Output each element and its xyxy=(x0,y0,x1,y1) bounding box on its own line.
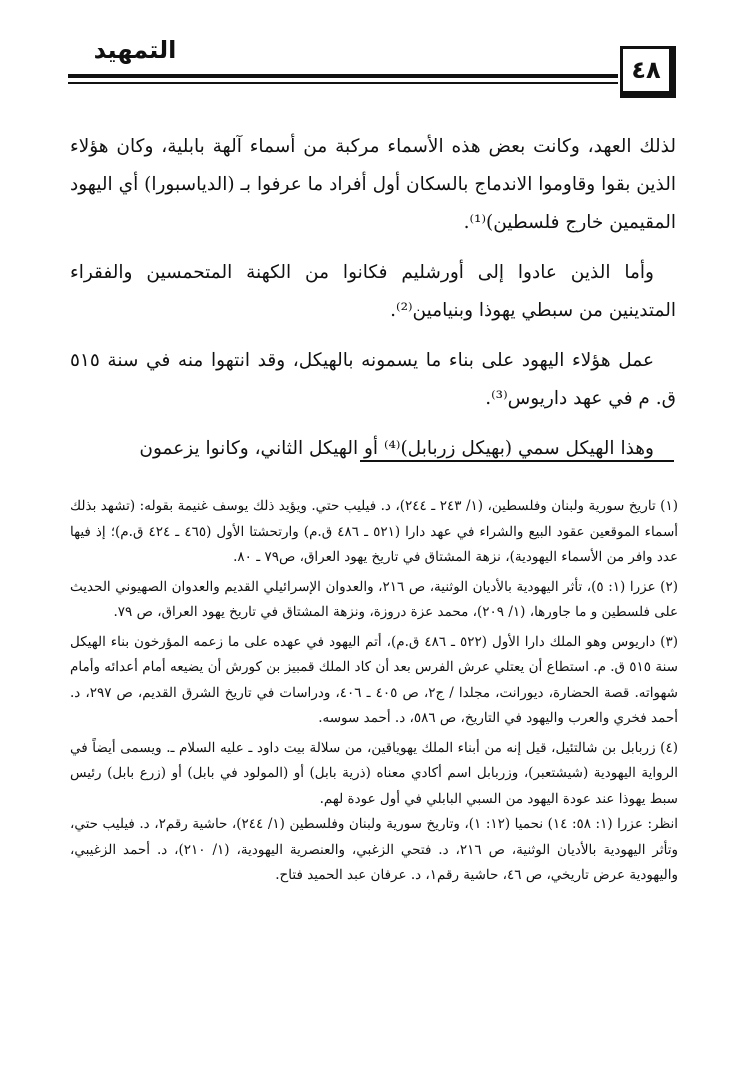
footnote-separator xyxy=(360,460,674,462)
paragraph-3: عمل هؤلاء اليهود على بناء ما يسمونه بالهيكل، وقد انتهوا منه في سنة ٥١٥ ق. م في عهد داريوس⁽³⁾. xyxy=(70,350,676,409)
footnotes xyxy=(70,494,678,893)
footnote-2: (٢) عزرا (١: ٥)، تأثر اليهودية بالأديان الوثنية، ص ٢١٦، والعدوان الإسرائيلي القديم والعدوان الصهيوني الحديث على فلسطين و ما جاورها، (١/ ٢٠٩)، محمد عزة دروزة، ونزهة المشتاق في تاريخ يهود العراق، ص ٧٩. xyxy=(70,578,678,620)
page-number: ٤٨ xyxy=(620,46,676,98)
main-text xyxy=(70,128,676,480)
header-rule-thick xyxy=(68,74,618,78)
running-header-title: التمهيد xyxy=(93,36,177,64)
paragraph-1: لذلك العهد، وكانت بعض هذه الأسماء مركبة من أسماء آلهة بابلية، وكان هؤلاء الذين بقوا وقاوموا الاندماج بالسكان أول أفراد ما عرفوا بـ (الدياسبورا) أي اليهود المقيمين خارج فلسطين)⁽¹⁾. xyxy=(70,136,676,233)
paragraph-2: وأما الذين عادوا إلى أورشليم فكانوا من الكهنة المتحمسين والفقراء المتدينين من سبطي يهوذا وبنيامين⁽²⁾. xyxy=(70,262,676,321)
paragraph-4: وهذا الهيكل سمي (بهيكل زربابل)⁽⁴⁾ أو الهيكل الثاني، وكانوا يزعمون xyxy=(139,438,654,459)
header-rule-thin xyxy=(68,82,618,84)
footnote-4-continued: انظر: عزرا (١: ٥٨: ١٤) نحميا (١٢: ١)، وتاريخ سورية ولبنان وفلسطين (١/ ٢٤٤)، حاشية رقم٢، د. فيليب حتي، وتأثر اليهودية بالأديان الوثنية، ص ٢١٦، د. فتحي الزغبي، والعنصرية اليهودية، (١/ ٢١٠)، د. أحمد الزغيبي، واليهودية عرض تاريخي، ص ٤٦، حاشية رقم١، د. عرفان عبد الحميد فتاح. xyxy=(70,816,679,883)
footnote-4: (٤) زربابل بن شالتئيل، قيل إنه من أبناء الملك يهوياقين، من سلالة بيت داود ـ عليه السلام ـ. ويسمى أيضاً في الرواية اليهودية (شيشتعبر)، وزربابل اسم أكادي معناه (ذرية بابل) أو (المولود في بابل) أو (زرع بابل) رئيس سبط يهوذا عند عودة اليهود من السبي البابلي في أول عودة لهم. xyxy=(70,739,678,807)
footnote-3: (٣) داريوس وهو الملك دارا الأول (٥٢٢ ـ ٤٨٦ ق.م)، أتم اليهود في عهده على ما زعمه المؤرخون بناء الهيكل سنة ٥١٥ ق. م. استطاع أن يعتلي عرش الفرس بعد أن كاد الملك قمبيز بن كورش أن يضيعه أمام أعدائه وأمام شهواته. قصة الحضارة، ديورانت، مجلدا / ج٢، ص ٤٠٥ ـ ٤٠٦، ودراسات في تاريخ الشرق القديم، ص ٢٩٧، د. أحمد فخري والعرب واليهود في التاريخ، ص ٥٨٦، د. أحمد سوسه. xyxy=(70,633,678,726)
footnote-1: (١) تاريخ سورية ولبنان وفلسطين، (١/ ٢٤٣ ـ ٢٤٤)، د. فيليب حتي. ويؤيد ذلك يوسف غنيمة بقوله: (تشهد بذلك أسماء الموقعين عقود البيع والشراء في عهد دارا (٥٢١ ـ ٤٨٦ ق.م) وارتحشتا الأول (٤٦٥ ـ ٤٢٤ ق.م)؛ إذ فيها عدد وافر من الأسماء اليهودية)، نزهة المشتاق في تاريخ يهود العراق، ص٧٩ ـ ٨٠. xyxy=(70,498,679,565)
